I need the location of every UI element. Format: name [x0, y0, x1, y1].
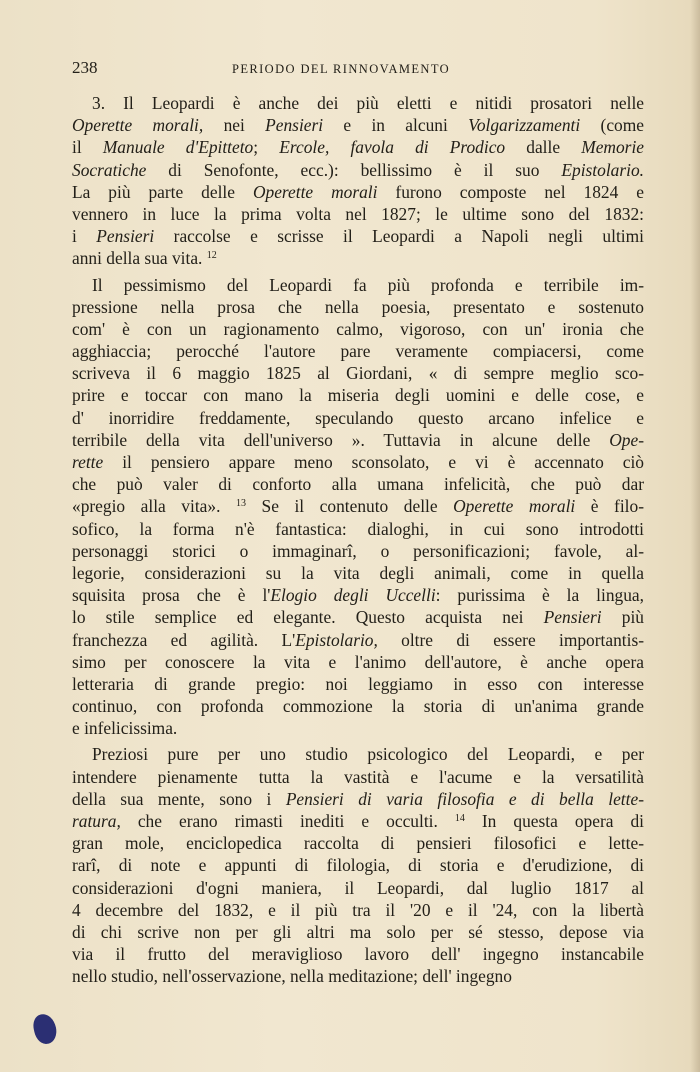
text-run: i: [72, 226, 97, 247]
text-line: [72, 743, 644, 765]
text-line: [72, 340, 644, 362]
footnote-ref: 13: [235, 498, 246, 510]
text-line: [72, 673, 644, 695]
text-run: furono composte nel 1824 e: [377, 181, 644, 202]
text-run: più: [601, 607, 644, 628]
text-run: legorie, considerazioni su la vita degli animali, come in quella: [72, 562, 644, 583]
italic-title: Ope-: [609, 429, 644, 450]
text-run: «pregio alla vita».: [72, 496, 236, 517]
page-number: 238: [72, 58, 98, 77]
text-line: [72, 296, 644, 318]
italic-title: Operette morali: [453, 496, 576, 517]
text-run: raccolse e scrisse il Leopardi a Napoli negli ultimi: [154, 226, 644, 247]
italic-title: Operette morali: [252, 181, 378, 202]
text-line: [72, 695, 644, 717]
text-line: [72, 629, 644, 651]
italic-title: Epistolario,: [295, 629, 378, 650]
text-run: vennero in luce la prima volta nel 1827; le ultime sono del 1832:: [72, 203, 644, 224]
italic-title: Operette morali,: [72, 115, 204, 136]
text-run: 3. Il Leopardi è anche dei più eletti e nitidi prosatori nelle: [92, 93, 644, 113]
paragraph: [72, 743, 644, 987]
text-line: [72, 159, 644, 181]
text-line: [72, 362, 644, 384]
footnote-ref: 14: [454, 813, 465, 824]
text-line: [72, 495, 644, 517]
text-line: [72, 943, 644, 965]
text-line: [72, 203, 644, 225]
text-line: [72, 810, 644, 832]
text-run: letteraria di grande pregio: noi leggiamo in esso con interesse: [72, 673, 644, 694]
text-run: lo stile semplice ed elegante. Questo acquista nei: [72, 607, 544, 628]
italic-title: Pensieri: [96, 226, 155, 247]
text-line: [72, 384, 644, 406]
text-line: [72, 717, 644, 739]
text-run: e infelicissima.: [72, 718, 178, 739]
text-run: Preziosi pure per uno studio psicologico del Leopardi, e per: [92, 744, 644, 765]
text-run: ;: [253, 137, 280, 158]
text-run: che erano rimasti inediti e occulti.: [120, 811, 455, 831]
text-run: simo per conoscere la vita e l'animo dell'autore, è anche opera: [72, 651, 644, 672]
text-run: che può valer di conforto alla umana infelicità, che può dar: [72, 474, 644, 495]
page-edge-shadow: [690, 0, 700, 1072]
text-run: rarî, di note e appunti di filologia, di storia e d'erudizione, di: [72, 855, 644, 876]
body-text: [72, 92, 644, 988]
text-line: [72, 451, 644, 473]
text-line: [72, 181, 644, 203]
text-line: [72, 584, 644, 606]
text-line: [72, 274, 644, 296]
text-line: [72, 832, 644, 854]
text-run: terribile della vita dell'universo ». Tuttavia in alcune delle: [72, 429, 610, 450]
text-line: [72, 318, 644, 340]
text-run: d' inorridire freddamente, speculando questo arcano infelice e: [72, 407, 644, 428]
page-header: [72, 58, 642, 84]
text-run: continuo, con profonda commozione la storia di un'anima grande: [72, 696, 644, 717]
paragraph: [72, 274, 644, 740]
text-run: franchezza ed agilità. L': [72, 629, 296, 650]
text-run: In questa opera di: [464, 811, 644, 831]
italic-title: Pensieri: [543, 607, 602, 628]
text-run: di Senofonte, ecc.): bellissimo è il suo: [146, 159, 562, 180]
text-run: 4 decembre del 1832, e il più tra il '20 e il '24, con la libertà: [72, 899, 644, 920]
text-run: considerazioni d'ogni maniera, il Leopardi, dal luglio 1817 al: [72, 877, 644, 898]
ink-stamp: [31, 1012, 59, 1046]
text-run: oltre di essere importantis-: [377, 629, 644, 650]
italic-title: Manuale d'Epitteto: [102, 137, 254, 158]
text-run: il: [72, 137, 103, 158]
footnote-ref: 12: [206, 250, 217, 262]
italic-title: Elogio degli Uccelli: [270, 585, 436, 606]
text-run: è filo-: [575, 496, 644, 517]
text-line: [72, 921, 644, 943]
text-run: : purissima è la lingua,: [435, 585, 644, 606]
text-line: [72, 606, 644, 628]
text-run: intendere pienamente tutta la vastità e l'acume e la versatilità: [72, 766, 644, 787]
text-run: e in alcuni: [323, 115, 469, 136]
text-run: scriveva il 6 maggio 1825 al Giordani, « di sempre meglio sco-: [72, 363, 644, 384]
text-run: Il pessimismo del Leopardi fa più profonda e terribile im-: [92, 274, 644, 295]
text-run: via il frutto del meraviglioso lavoro dell' ingegno instancabile: [72, 944, 644, 965]
text-run: nei: [203, 115, 266, 136]
text-run: dalle: [505, 137, 582, 158]
text-run: della sua mente, sono i: [72, 788, 286, 809]
text-run: sofico, la forma n'è fantastica: dialoghi, in cui sono introdotti: [72, 518, 644, 539]
text-line: [72, 877, 644, 899]
text-line: [72, 407, 644, 429]
text-line: [72, 114, 644, 136]
italic-title: Socratiche: [72, 159, 147, 180]
text-run: La più parte delle: [72, 181, 253, 202]
text-run: anni della sua vita.: [72, 248, 207, 269]
text-run: pressione nella prosa che nella poesia, presentato e sostenuto: [72, 296, 644, 317]
text-line: [72, 562, 644, 584]
text-run: Se il contenuto delle: [245, 496, 454, 517]
italic-title: rette: [72, 452, 104, 472]
text-line: [72, 518, 644, 540]
text-run: squisita prosa che è l': [72, 585, 271, 606]
italic-title: ratura,: [72, 811, 121, 831]
italic-title: Pensieri: [265, 115, 324, 136]
running-head: PERIODO DEL RINNOVAMENTO: [232, 62, 451, 76]
text-run: com' è con un ragionamento calmo, vigoroso, con un' ironia che: [72, 318, 644, 339]
italic-title: Epistolario.: [561, 159, 644, 180]
text-line: [72, 651, 644, 673]
text-run: nello studio, nell'osservazione, nella meditazione; dell' ingegno: [72, 966, 512, 987]
text-line: [72, 965, 644, 987]
text-line: [72, 429, 644, 451]
text-line: [72, 92, 644, 114]
text-line: [72, 136, 644, 158]
text-run: personaggi storici o immaginarî, o personificazioni; favole, al-: [72, 540, 644, 561]
text-run: (come: [580, 115, 644, 136]
text-run: agghiaccia; perocché l'autore pare veramente compiacersi, come: [72, 341, 644, 362]
text-line: [72, 854, 644, 876]
text-line: [72, 899, 644, 921]
italic-title: Volgarizzamenti: [468, 115, 581, 136]
text-run: il pensiero appare meno sconsolato, e vi è accennato ciò: [103, 452, 644, 472]
text-line: [72, 788, 644, 810]
text-line: [72, 247, 644, 269]
italic-title: Pensieri di varia filosofia e di bella lette-: [285, 788, 644, 809]
paragraph: [72, 92, 644, 270]
italic-title: Ercole, favola di Prodico: [279, 137, 506, 158]
text-run: prire e toccar con mano la miseria degli uomini e delle cose, e: [72, 385, 644, 406]
text-line: [72, 766, 644, 788]
italic-title: Memorie: [581, 137, 644, 158]
text-line: [72, 225, 644, 247]
text-run: gran mole, enciclopedica raccolta di pensieri filosofici e lette-: [72, 833, 644, 854]
text-line: [72, 473, 644, 495]
text-run: di chi scrive non per gli altri ma solo per sé stesso, depose via: [72, 921, 644, 942]
text-line: [72, 540, 644, 562]
